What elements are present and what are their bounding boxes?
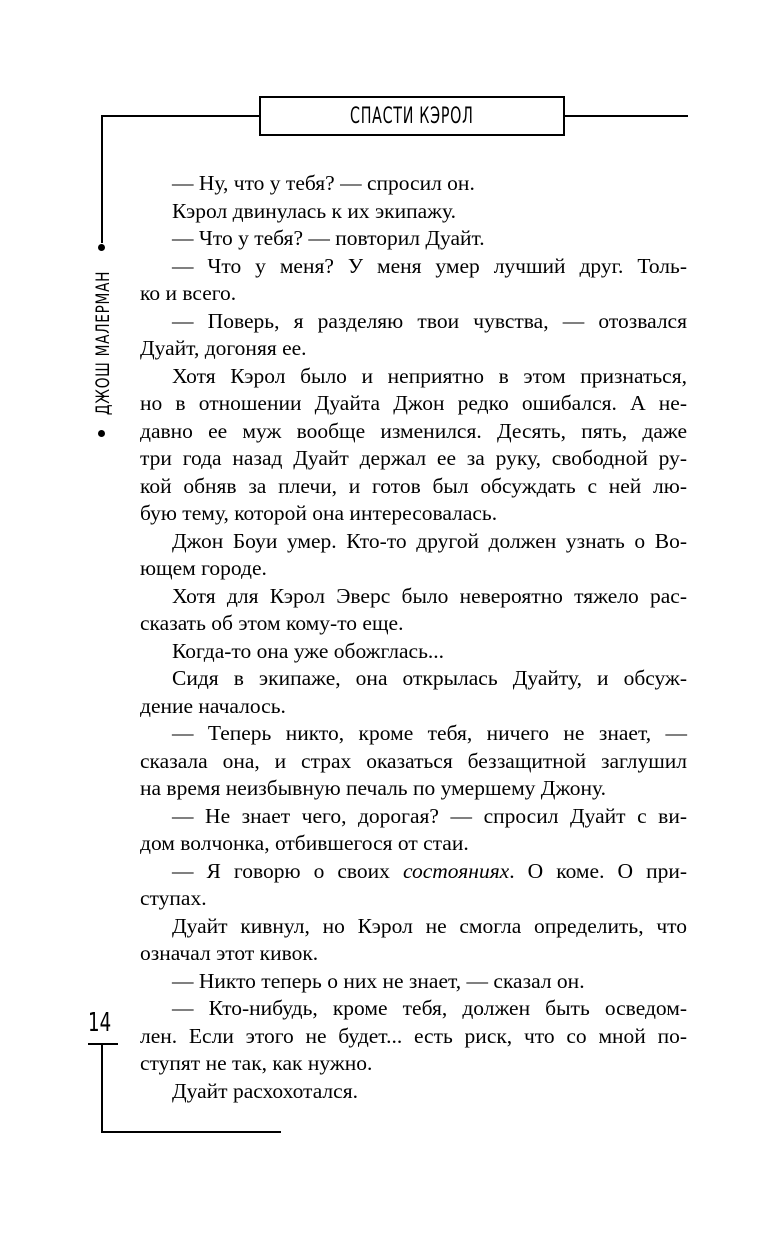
paragraph-continued: давно ее муж вообще изменился. Десять, пять, даже <box>140 418 687 443</box>
paragraph-continued: дом волчонка, отбившегося от стаи. <box>140 831 469 855</box>
paragraph: Джон Боуи умер. Кто-то другой должен узнать о Во- <box>172 528 687 553</box>
ornament-dot-top <box>98 244 105 251</box>
paragraph-continued: на время неизбывную печаль по умершему Джону. <box>140 776 607 800</box>
paragraph: — Не знает чего, дорогая? — спросил Дуайт с ви- <box>172 803 687 828</box>
paragraph-continued: три года назад Дуайт держал ее за руку, свободной ру- <box>140 446 687 470</box>
emphasis: состояниях <box>402 858 510 883</box>
paragraph: — Ну, что у тебя? — спросил он. <box>172 171 475 195</box>
footer-rule-short <box>88 1043 118 1045</box>
paragraph: Сидя в экипаже, она открылась Дуайту, и обсуж- <box>172 666 687 690</box>
author-sidebar <box>82 263 124 423</box>
paragraph: — Я говорю о своих состояниях. О коме. О при- <box>172 858 687 883</box>
running-header <box>259 96 565 136</box>
paragraph-continued: ющем городе. <box>140 556 267 580</box>
paragraph: — Теперь никто, кроме тебя, ничего не знает, — <box>172 721 687 745</box>
paragraph: — Никто теперь о них не знает, — сказал он. <box>172 968 585 993</box>
body-text <box>140 170 687 1105</box>
paragraph-continued: сказала она, и страх оказаться беззащитной заглушил <box>140 748 687 773</box>
paragraph-continued: бую тему, которой она интересовалась. <box>140 501 498 525</box>
paragraph-continued: кой обняв за плечи, и готов был обсуждать с ней лю- <box>140 473 687 498</box>
paragraph: Когда-то она уже обожглась... <box>172 638 445 663</box>
paragraph-continued: означал этот кивок. <box>140 941 319 965</box>
header-rule-left <box>102 115 260 117</box>
paragraph: Дуайт кивнул, но Кэрол не смогла определить, что <box>172 913 687 938</box>
paragraph-continued: ко и всего. <box>140 281 237 305</box>
author-name: ДЖОШ МАЛЕРМАН <box>92 270 115 416</box>
book-title: СПАСТИ КЭРОЛ <box>350 103 474 129</box>
paragraph: — Что у тебя? — повторил Дуайт. <box>172 226 485 250</box>
paragraph: — Кто-нибудь, кроме тебя, должен быть осведом- <box>172 996 687 1020</box>
paragraph: Хотя для Кэрол Эверс было невероятно тяжело рас- <box>172 583 687 608</box>
footer-rule-long <box>101 1131 281 1133</box>
paragraph-continued: но в отношении Дуайта Джон редко ошибался. А не- <box>140 391 687 415</box>
paragraph-continued: Дуайт, догоняя ее. <box>140 336 307 360</box>
paragraph: — Что у меня? У меня умер лучший друг. Толь- <box>172 253 687 278</box>
paragraph-continued: сказать об этом кому-то еще. <box>140 611 404 635</box>
page-number: 14 <box>88 1008 112 1038</box>
frame-rule-left-top <box>101 115 103 243</box>
frame-rule-left-bottom <box>101 1043 103 1133</box>
paragraph-continued: ступах. <box>140 886 207 910</box>
paragraph: — Поверь, я разделяю твои чувства, — отозвался <box>172 308 687 333</box>
paragraph: Хотя Кэрол было и неприятно в этом признаться, <box>172 363 687 388</box>
paragraph-continued: дение началось. <box>140 693 286 718</box>
paragraph: Кэрол двинулась к их экипажу. <box>172 198 457 223</box>
ornament-dot-bottom <box>98 430 105 437</box>
paragraph: Дуайт расхохотался. <box>172 1078 358 1103</box>
header-rule-right <box>564 115 688 117</box>
paragraph-continued: ступят не так, как нужно. <box>140 1051 373 1075</box>
paragraph-continued: лен. Если этого не будет... есть риск, что со мной по- <box>140 1023 687 1048</box>
